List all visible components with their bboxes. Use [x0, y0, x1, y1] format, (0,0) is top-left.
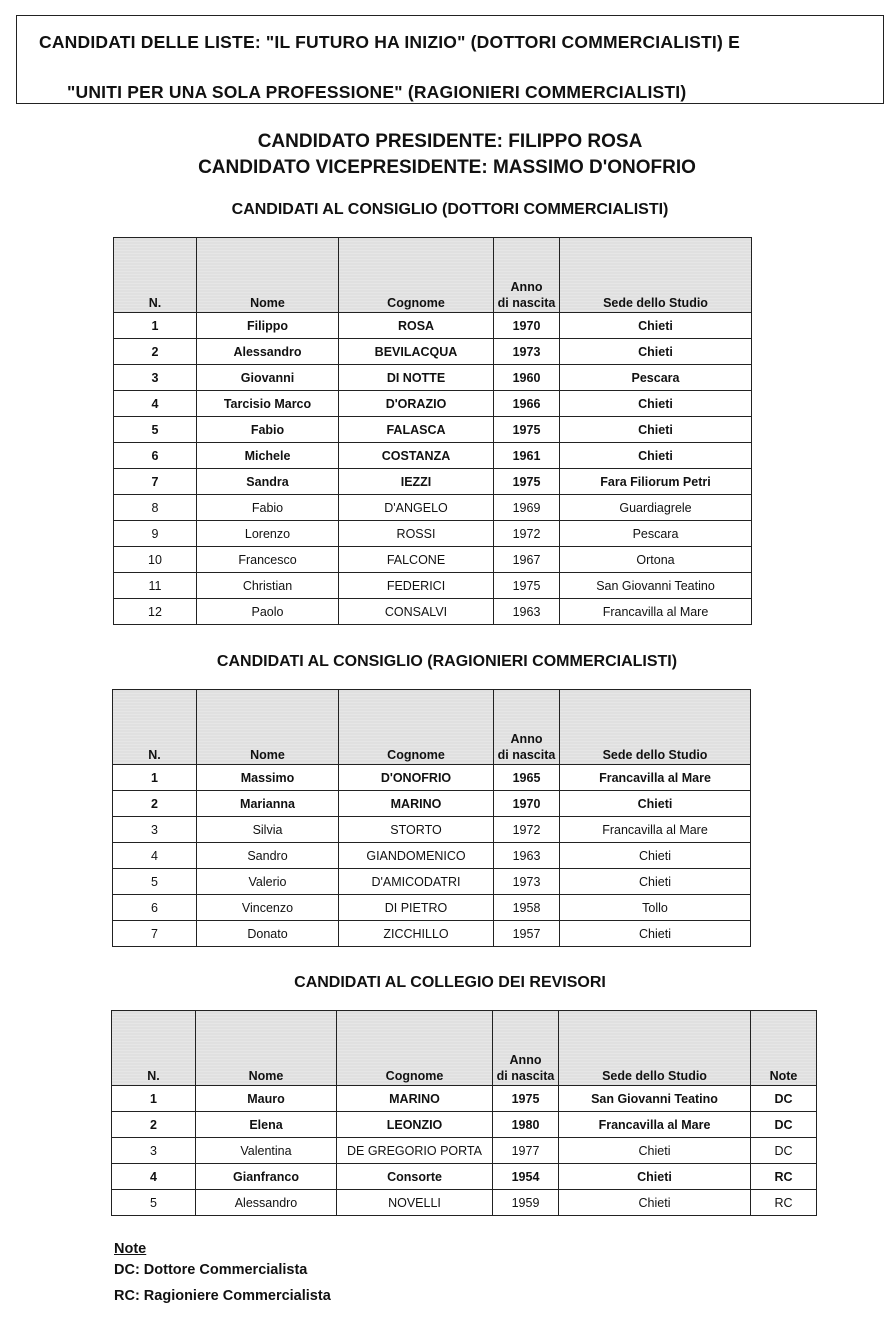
- cell-n: 7: [114, 469, 197, 495]
- col-header-anno-line2: di nascita: [496, 1069, 555, 1083]
- cell-sede: Chieti: [560, 869, 751, 895]
- cell-cognome: CONSALVI: [339, 599, 494, 625]
- cell-cognome: ROSA: [339, 313, 494, 339]
- cell-nome: Massimo: [197, 765, 339, 791]
- cell-n: 3: [114, 365, 197, 391]
- cell-cognome: D'ANGELO: [339, 495, 494, 521]
- cell-n: 8: [114, 495, 197, 521]
- cell-cognome: FALCONE: [339, 547, 494, 573]
- cell-sede: Pescara: [560, 521, 752, 547]
- table-row: [112, 1138, 817, 1164]
- cell-cognome: GIANDOMENICO: [339, 843, 494, 869]
- note-rc: RC: Ragioniere Commercialista: [114, 1288, 331, 1304]
- cell-n: 4: [113, 843, 197, 869]
- cell-anno: 1972: [494, 521, 560, 547]
- cell-cognome: Consorte: [337, 1164, 493, 1190]
- col-header-note: Note: [751, 1011, 817, 1086]
- table-row: [113, 765, 751, 791]
- cell-nome: Francesco: [197, 547, 339, 573]
- table-row: [112, 1164, 817, 1190]
- table-row: [114, 365, 752, 391]
- cell-nome: Elena: [196, 1112, 337, 1138]
- table-row: [114, 469, 752, 495]
- cell-n: 4: [114, 391, 197, 417]
- cell-nome: Alessandro: [196, 1190, 337, 1216]
- cell-nome: Marianna: [197, 791, 339, 817]
- col-header-cognome: Cognome: [339, 690, 494, 765]
- cell-sede: Tollo: [560, 895, 751, 921]
- cell-n: 6: [114, 443, 197, 469]
- cell-nome: Tarcisio Marco: [197, 391, 339, 417]
- cell-nome: Alessandro: [197, 339, 339, 365]
- cell-sede: Francavilla al Mare: [559, 1112, 751, 1138]
- note-dc: DC: Dottore Commercialista: [114, 1262, 308, 1278]
- cell-sede: Chieti: [560, 843, 751, 869]
- cell-cognome: DI NOTTE: [339, 365, 494, 391]
- notes-title: Note: [114, 1241, 147, 1257]
- header-line-1: CANDIDATI DELLE LISTE: "IL FUTURO HA INIZIO" (DOTTORI COMMERCIALISTI) E: [39, 32, 740, 52]
- col-header-anno: [494, 690, 560, 765]
- table-row: [113, 869, 751, 895]
- president-heading: CANDIDATO PRESIDENTE: FILIPPO ROSA: [257, 131, 643, 152]
- cell-anno: 1969: [494, 495, 560, 521]
- table-row: [113, 843, 751, 869]
- cell-cognome: MARINO: [337, 1086, 493, 1112]
- cell-note: DC: [751, 1112, 817, 1138]
- col-header-sede: Sede dello Studio: [560, 690, 751, 765]
- cell-sede: San Giovanni Teatino: [559, 1086, 751, 1112]
- cell-cognome: FEDERICI: [339, 573, 494, 599]
- col-header-nome: Nome: [196, 1011, 337, 1086]
- cell-sede: Pescara: [560, 365, 752, 391]
- cell-nome: Mauro: [196, 1086, 337, 1112]
- cell-nome: Christian: [197, 573, 339, 599]
- cell-n: 1: [114, 313, 197, 339]
- table-header-row: [113, 690, 751, 765]
- cell-n: 5: [114, 417, 197, 443]
- cell-sede: San Giovanni Teatino: [560, 573, 752, 599]
- cell-nome: Giovanni: [197, 365, 339, 391]
- cell-n: 3: [113, 817, 197, 843]
- cell-sede: Chieti: [560, 339, 752, 365]
- cell-nome: Paolo: [197, 599, 339, 625]
- cell-nome: Sandra: [197, 469, 339, 495]
- table-row: [113, 817, 751, 843]
- col-header-anno: [493, 1011, 559, 1086]
- cell-cognome: NOVELLI: [337, 1190, 493, 1216]
- header-line-2: "UNITI PER UNA SOLA PROFESSIONE" (RAGIONIERI COMMERCIALISTI): [67, 82, 687, 102]
- cell-anno: 1970: [494, 313, 560, 339]
- table-row: [114, 495, 752, 521]
- cell-cognome: D'ORAZIO: [339, 391, 494, 417]
- cell-anno: 1980: [493, 1112, 559, 1138]
- cell-anno: 1973: [494, 869, 560, 895]
- cell-note: RC: [751, 1164, 817, 1190]
- cell-n: 5: [112, 1190, 196, 1216]
- table-row: [114, 573, 752, 599]
- cell-note: DC: [751, 1086, 817, 1112]
- cell-sede: Chieti: [560, 391, 752, 417]
- col-header-n: N.: [112, 1011, 196, 1086]
- cell-anno: 1972: [494, 817, 560, 843]
- cell-nome: Gianfranco: [196, 1164, 337, 1190]
- cell-n: 1: [113, 765, 197, 791]
- cell-nome: Filippo: [197, 313, 339, 339]
- cell-nome: Michele: [197, 443, 339, 469]
- col-header-anno-line1: Anno: [510, 732, 543, 746]
- cell-sede: Francavilla al Mare: [560, 817, 751, 843]
- cell-n: 2: [113, 791, 197, 817]
- col-header-anno-line2: di nascita: [497, 748, 556, 762]
- table-row: [112, 1112, 817, 1138]
- table-header-row: [112, 1011, 817, 1086]
- cell-anno: 1963: [494, 599, 560, 625]
- cell-anno: 1970: [494, 791, 560, 817]
- col-header-n: N.: [114, 238, 197, 313]
- table-row: [113, 895, 751, 921]
- cell-n: 9: [114, 521, 197, 547]
- cell-n: 11: [114, 573, 197, 599]
- table-row: [114, 417, 752, 443]
- cell-n: 6: [113, 895, 197, 921]
- cell-anno: 1975: [494, 573, 560, 599]
- cell-sede: Chieti: [559, 1138, 751, 1164]
- section-title-dottori: CANDIDATI AL CONSIGLIO (DOTTORI COMMERCIALISTI): [231, 201, 669, 218]
- col-header-anno-line1: Anno: [509, 1053, 542, 1067]
- cell-anno: 1966: [494, 391, 560, 417]
- table-header-row: [114, 238, 752, 313]
- section-title-ragionieri: CANDIDATI AL CONSIGLIO (RAGIONIERI COMMERCIALISTI): [216, 653, 678, 670]
- table-row: [114, 443, 752, 469]
- cell-anno: 1957: [494, 921, 560, 947]
- col-header-n: N.: [113, 690, 197, 765]
- table-row: [114, 521, 752, 547]
- table-row: [114, 599, 752, 625]
- cell-nome: Sandro: [197, 843, 339, 869]
- cell-sede: Chieti: [560, 921, 751, 947]
- table-row: [114, 313, 752, 339]
- cell-n: 2: [114, 339, 197, 365]
- cell-cognome: D'AMICODATRI: [339, 869, 494, 895]
- cell-nome: Fabio: [197, 495, 339, 521]
- cell-sede: Chieti: [559, 1164, 751, 1190]
- cell-nome: Vincenzo: [197, 895, 339, 921]
- cell-anno: 1975: [494, 469, 560, 495]
- col-header-sede: Sede dello Studio: [560, 238, 752, 313]
- cell-anno: 1965: [494, 765, 560, 791]
- cell-cognome: COSTANZA: [339, 443, 494, 469]
- cell-sede: Chieti: [559, 1190, 751, 1216]
- cell-anno: 1958: [494, 895, 560, 921]
- cell-sede: Fara Filiorum Petri: [560, 469, 752, 495]
- cell-cognome: BEVILACQUA: [339, 339, 494, 365]
- cell-cognome: ROSSI: [339, 521, 494, 547]
- cell-n: 12: [114, 599, 197, 625]
- table-row: [113, 921, 751, 947]
- cell-cognome: IEZZI: [339, 469, 494, 495]
- col-header-anno-line2: di nascita: [497, 296, 556, 310]
- table-row: [114, 339, 752, 365]
- cell-cognome: MARINO: [339, 791, 494, 817]
- cell-note: DC: [751, 1138, 817, 1164]
- cell-anno: 1975: [494, 417, 560, 443]
- cell-sede: Chieti: [560, 791, 751, 817]
- table-revisori: [111, 1010, 817, 1216]
- cell-nome: Donato: [197, 921, 339, 947]
- col-header-sede: Sede dello Studio: [559, 1011, 751, 1086]
- col-header-nome: Nome: [197, 238, 339, 313]
- cell-sede: Chieti: [560, 417, 752, 443]
- section-title-revisori: CANDIDATI AL COLLEGIO DEI REVISORI: [294, 974, 606, 991]
- cell-anno: 1961: [494, 443, 560, 469]
- cell-cognome: FALASCA: [339, 417, 494, 443]
- cell-note: RC: [751, 1190, 817, 1216]
- table-row: [114, 391, 752, 417]
- cell-n: 2: [112, 1112, 196, 1138]
- cell-sede: Chieti: [560, 443, 752, 469]
- cell-sede: Francavilla al Mare: [560, 599, 752, 625]
- cell-nome: Valentina: [196, 1138, 337, 1164]
- cell-n: 1: [112, 1086, 196, 1112]
- cell-n: 7: [113, 921, 197, 947]
- cell-sede: Guardiagrele: [560, 495, 752, 521]
- col-header-anno-line1: Anno: [510, 280, 543, 294]
- cell-nome: Fabio: [197, 417, 339, 443]
- cell-nome: Lorenzo: [197, 521, 339, 547]
- cell-anno: 1954: [493, 1164, 559, 1190]
- cell-anno: 1967: [494, 547, 560, 573]
- cell-cognome: STORTO: [339, 817, 494, 843]
- cell-anno: 1959: [493, 1190, 559, 1216]
- col-header-cognome: Cognome: [337, 1011, 493, 1086]
- cell-nome: Valerio: [197, 869, 339, 895]
- cell-anno: 1963: [494, 843, 560, 869]
- cell-sede: Francavilla al Mare: [560, 765, 751, 791]
- cell-cognome: D'ONOFRIO: [339, 765, 494, 791]
- cell-n: 10: [114, 547, 197, 573]
- col-header-anno: [494, 238, 560, 313]
- table-row: [113, 791, 751, 817]
- cell-n: 4: [112, 1164, 196, 1190]
- table-ragionieri: [112, 689, 751, 947]
- col-header-cognome: Cognome: [339, 238, 494, 313]
- col-header-nome: Nome: [197, 690, 339, 765]
- cell-cognome: ZICCHILLO: [339, 921, 494, 947]
- cell-cognome: DE GREGORIO PORTA: [337, 1138, 493, 1164]
- cell-sede: Ortona: [560, 547, 752, 573]
- cell-anno: 1975: [493, 1086, 559, 1112]
- table-row: [112, 1086, 817, 1112]
- cell-anno: 1973: [494, 339, 560, 365]
- cell-sede: Chieti: [560, 313, 752, 339]
- header-box: [16, 15, 884, 104]
- table-row: [112, 1190, 817, 1216]
- cell-nome: Silvia: [197, 817, 339, 843]
- cell-anno: 1960: [494, 365, 560, 391]
- vicepresident-heading: CANDIDATO VICEPRESIDENTE: MASSIMO D'ONOFRIO: [198, 157, 696, 178]
- table-dottori: [113, 237, 752, 625]
- cell-anno: 1977: [493, 1138, 559, 1164]
- table-row: [114, 547, 752, 573]
- cell-n: 3: [112, 1138, 196, 1164]
- cell-cognome: DI PIETRO: [339, 895, 494, 921]
- cell-n: 5: [113, 869, 197, 895]
- cell-cognome: LEONZIO: [337, 1112, 493, 1138]
